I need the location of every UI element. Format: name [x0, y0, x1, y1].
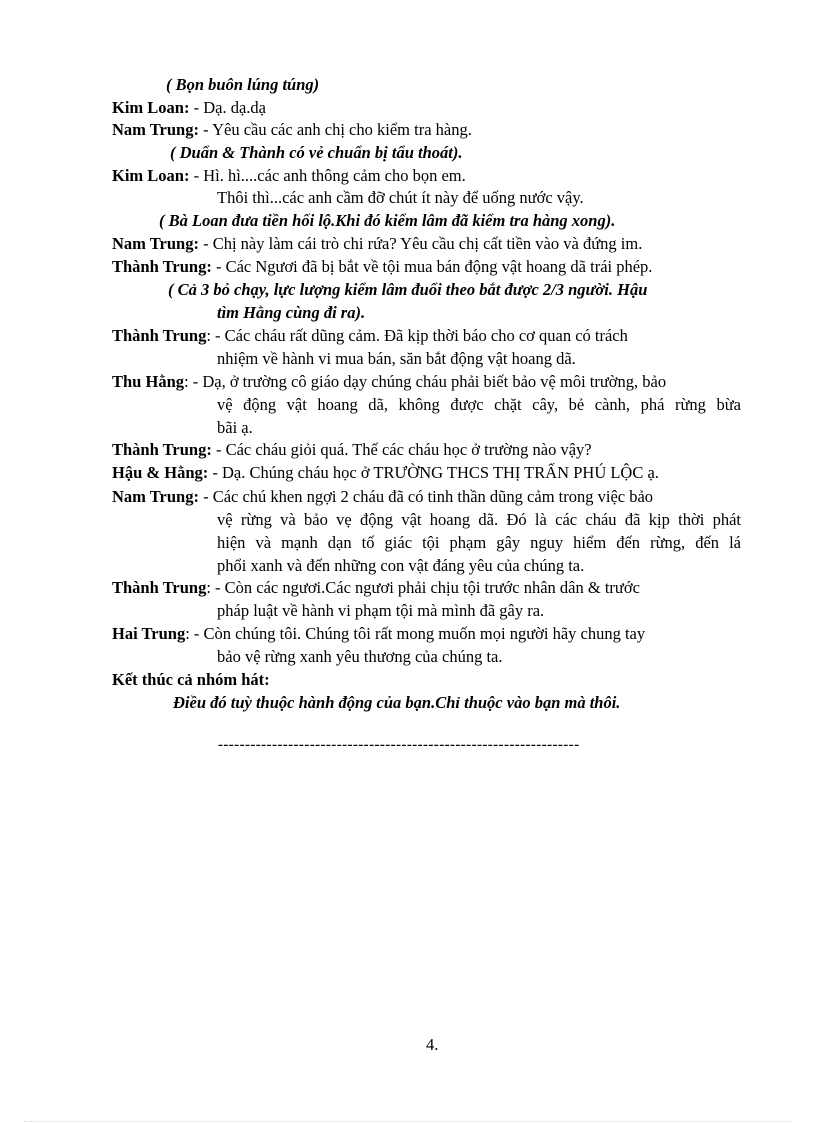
page-number: 4.: [426, 1035, 439, 1054]
speaker-name: Nam Trung:: [112, 120, 199, 139]
dialogue-continuation: pháp luật về hành vi phạm tội mà mình đã gây ra.: [217, 601, 545, 620]
dialogue-text: - Các Ngươi đã bị bắt về tội mua bán động vật hoang dã trái phép.: [211, 257, 653, 276]
speaker-name: Thành Trung:: [112, 257, 212, 276]
dialogue-text: - Các cháu giỏi quá. Thế các cháu học ở trường nào vậy?: [211, 440, 592, 459]
speaker-name: Hậu & Hằng:: [112, 463, 209, 482]
dialogue-continuation: phổi xanh và đến những con vật đáng yêu của chúng ta.: [217, 556, 585, 575]
dialogue-line: [112, 462, 659, 484]
dialogue-line: [112, 165, 466, 187]
dialogue-text: : - Các cháu rất dũng cảm. Đã kịp thời báo cho cơ quan có trách: [206, 326, 628, 345]
speaker-name: Thu Hằng: [112, 372, 184, 391]
dialogue-line: [112, 623, 645, 645]
dialogue-line: [112, 256, 652, 278]
dialogue-text: - Các chú khen ngợi 2 cháu đã có tinh thần dũng cảm trong việc bảo: [198, 487, 654, 506]
dialogue-line: [112, 439, 592, 461]
dialogue-continuation: vệ rừng và bảo vẹ động vật hoang dã. Đó là các cháu đã kịp thời phát: [217, 510, 741, 529]
stage-direction: ( Cả 3 bỏ chạy, lực lượng kiểm lâm đuổi theo bắt được 2/3 người. Hậu: [168, 280, 648, 299]
stage-direction: tìm Hằng cùng đi ra).: [217, 303, 366, 322]
dialogue-text: - Hì. hì....các anh thông cảm cho bọn em.: [189, 166, 466, 185]
dialogue-continuation: bảo vệ rừng xanh yêu thương của chúng ta.: [217, 647, 503, 666]
dialogue-line: [112, 577, 640, 599]
speaker-name: Thành Trung:: [112, 440, 212, 459]
speaker-name: Thành Trung: [112, 578, 207, 597]
dialogue-text: - Dạ. Chúng cháu học ở TRƯỜNG THCS THỊ TRẤN PHÚ LỘC ạ.: [208, 463, 659, 482]
dialogue-continuation: Thôi thì...các anh cầm đỡ chút ít này để uống nước vậy.: [217, 188, 584, 207]
page-bottom-divider: [24, 1121, 792, 1122]
dialogue-continuation: hiện và mạnh dạn tố giác tội phạm gây nguy hiểm đến rừng, đến lá: [217, 533, 741, 552]
speaker-name: Nam Trung:: [112, 487, 199, 506]
dialogue-continuation: vệ động vật hoang dã, không được chặt cây, bẻ cành, phá rừng bừa: [217, 395, 741, 414]
closing-song-line: Điều đó tuỳ thuộc hành động của bạn.Chỉ thuộc vào bạn mà thôi.: [173, 693, 621, 712]
speaker-name: Kim Loan:: [112, 98, 190, 117]
dialogue-text: - Dạ. dạ.dạ: [189, 98, 266, 117]
dialogue-line: [112, 486, 653, 508]
stage-direction: ( Bọn buôn lúng túng): [166, 75, 320, 94]
dialogue-text: - Yêu cầu các anh chị cho kiểm tra hàng.: [198, 120, 472, 139]
speaker-name: Hai Trung: [112, 624, 186, 643]
dialogue-text: - Chị này làm cái trò chi rứa? Yêu cầu chị cất tiền vào và đứng im.: [198, 234, 643, 253]
dialogue-line: [112, 233, 642, 255]
dialogue-line: [112, 325, 628, 347]
dialogue-continuation: nhiệm về hành vi mua bán, săn bắt động vật hoang dã.: [217, 349, 576, 368]
speaker-name: Kim Loan:: [112, 166, 190, 185]
separator-line: -------------------------------------------------------------------: [218, 737, 580, 753]
stage-direction: ( Duẩn & Thành có vẻ chuẩn bị tẩu thoát).: [170, 143, 463, 162]
speaker-name: Nam Trung:: [112, 234, 199, 253]
dialogue-text: : - Còn chúng tôi. Chúng tôi rất mong muốn mọi người hãy chung tay: [185, 624, 646, 643]
closing-heading: Kết thúc cả nhóm hát:: [112, 670, 270, 689]
dialogue-line: [112, 119, 472, 141]
dialogue-text: : - Còn các ngươi.Các ngươi phải chịu tội trước nhân dân & trước: [206, 578, 640, 597]
dialogue-text: : - Dạ, ở trường cô giáo dạy chúng cháu phải biết bảo vệ môi trường, bảo: [184, 372, 667, 391]
dialogue-line: [112, 97, 266, 119]
dialogue-line: [112, 371, 666, 393]
stage-direction: ( Bà Loan đưa tiền hối lộ.Khi đó kiểm lâm đã kiểm tra hàng xong).: [159, 211, 616, 230]
speaker-name: Thành Trung: [112, 326, 207, 345]
dialogue-continuation: bãi ạ.: [217, 418, 253, 437]
